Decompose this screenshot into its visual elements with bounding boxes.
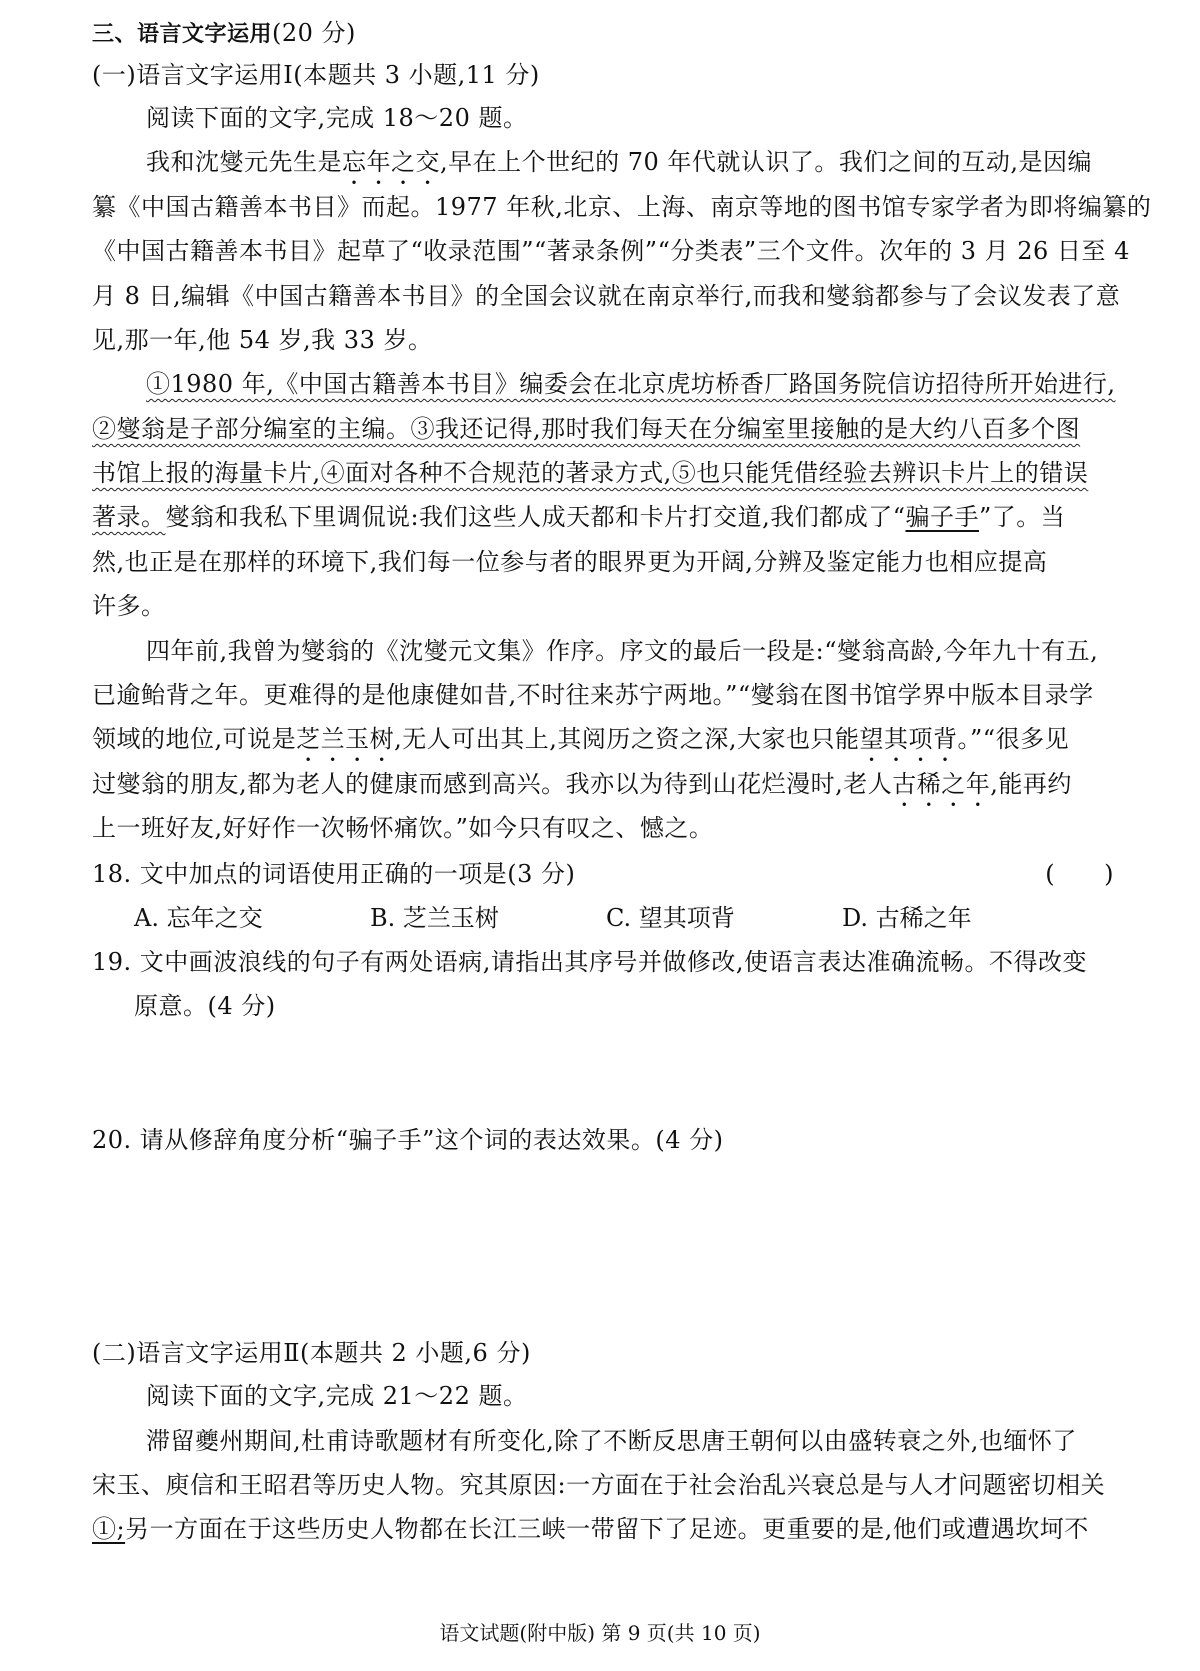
part2-line-1: 滞留夔州期间,杜甫诗歌题材有所变化,除了不断反思唐王朝何以由盛转衰之外,也缅怀了 xyxy=(146,1427,1077,1455)
p2-line-2: ②燮翁是子部分编室的主编。③我还记得,那时我们每天在分编室里接触的是大约八百多个图 xyxy=(92,415,1081,443)
question-18-options xyxy=(134,901,1162,935)
dotted-term-2: 芝兰玉树 xyxy=(296,725,395,753)
p2-line-1: ①1980 年,《中国古籍善本书目》编委会在北京虎坊桥香厂路国务院信访招待所开始进行, xyxy=(146,370,1116,398)
p2-line-3: 书馆上报的海量卡片,④面对各种不合规范的著录方式,⑤也只能凭借经验去辨识卡片上的错误 xyxy=(92,459,1089,487)
p3-line-5: 上一班好友,好好作一次畅怀痛饮。”如今只有叹之、憾之。 xyxy=(92,814,714,842)
dotted-term-1: 忘年之交 xyxy=(342,148,440,176)
part2-title: (二)语言文字运用Ⅱ(本题共 2 小题,6 分) xyxy=(92,1339,531,1367)
section-heading: 三、语言文字运用(20 分) xyxy=(92,19,356,47)
p1-line-4: 月 8 日,编辑《中国古籍善本书目》的全国会议就在南京举行,而我和燮翁都参与了会议发表了意 xyxy=(92,282,1121,310)
part2-line-2: 宋玉、庾信和王昭君等历史人物。究其原因:一方面在于社会治乱兴衰总是与人才问题密切相关 xyxy=(92,1471,1106,1499)
question-20: 20. 请从修辞角度分析“骗子手”这个词的表达效果。(4 分) xyxy=(92,1126,724,1154)
part1-title: (一)语言文字运用Ⅰ(本题共 3 小题,11 分) xyxy=(92,61,540,89)
p2-line-5: 然,也正是在那样的环境下,我们每一位参与者的眼界更为开阔,分辨及鉴定能力也相应提高 xyxy=(92,548,1048,576)
option-c: C. 望其项背 xyxy=(606,904,735,932)
option-a: A. 忘年之交 xyxy=(134,904,263,932)
page-footer: 语文试题(附中版) 第 9 页(共 10 页) xyxy=(439,1621,761,1645)
answer-paren: ( ) xyxy=(1045,860,1114,888)
p3-line-3: 领域的地位,可说是芝兰玉树,无人可出其上,其阅历之资之深,大家也只能望其项背。”“很多见 xyxy=(92,725,1070,753)
p1-line-1: 我和沈燮元先生是忘年之交,早在上个世纪的 70 年代就认识了。我们之间的互动,是因编 xyxy=(146,148,1093,176)
marker-1: ①; xyxy=(92,1515,126,1543)
option-b: B. 芝兰玉树 xyxy=(370,904,499,932)
dotted-term-3: 望其项背 xyxy=(859,725,958,753)
question-19-line-2: 原意。(4 分) xyxy=(134,992,276,1020)
question-18: 18. 文中加点的词语使用正确的一项是(3 分) ( ) xyxy=(92,857,1162,891)
p3-line-1: 四年前,我曾为燮翁的《沈燮元文集》作序。序文的最后一段是:“燮翁高龄,今年九十有五, xyxy=(146,637,1099,665)
dotted-term-4: 古稀之年 xyxy=(892,770,991,798)
underlined-term: 骗子手 xyxy=(905,503,979,531)
part1-instruction: 阅读下面的文字,完成 18～20 题。 xyxy=(146,104,528,132)
p1-line-2: 纂《中国古籍善本书目》而起。1977 年秋,北京、上海、南京等地的图书馆专家学者为即将编纂的 xyxy=(92,193,1152,221)
p3-line-2: 已逾鲐背之年。更难得的是他康健如昔,不时往来苏宁两地。”“燮翁在图书馆学界中版本目录学 xyxy=(92,681,1094,709)
p3-line-4: 过燮翁的朋友,都为老人的健康而感到高兴。我亦以为待到山花烂漫时,老人古稀之年,能再约 xyxy=(92,770,1072,798)
question-19-line-1: 19. 文中画波浪线的句子有两处语病,请指出其序号并做修改,使语言表达准确流畅。不得改变 xyxy=(92,948,1088,976)
part2-instruction: 阅读下面的文字,完成 21～22 题。 xyxy=(146,1382,528,1410)
option-d: D. 古稀之年 xyxy=(842,904,972,932)
p2-line-6: 许多。 xyxy=(92,592,166,620)
p1-line-5: 见,那一年,他 54 岁,我 33 岁。 xyxy=(92,326,433,354)
p1-line-3: 《中国古籍善本书目》起草了“收录范围”“著录条例”“分类表”三个文件。次年的 3 月 26 日至 4 xyxy=(92,237,1130,265)
p2-line-4: 著录。燮翁和我私下里调侃说:我们这些人成天都和卡片打交道,我们都成了“骗子手”了。当 xyxy=(92,503,1066,531)
part2-line-3: ①;另一方面在于这些历史人物都在长江三峡一带留下了足迹。更重要的是,他们或遭遇坎坷不 xyxy=(92,1515,1089,1543)
